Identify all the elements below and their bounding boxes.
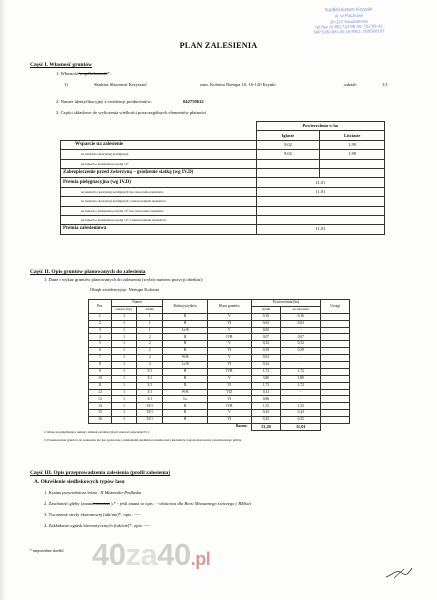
parcel-cell: 55/1	[137, 403, 163, 410]
soil-value: właściwa dla Boru Mieszanego świeżego ( BMśw)	[159, 501, 252, 506]
parcel-cell: 1	[111, 313, 136, 320]
note-3: 3. Przeznaczenie gruntów do zalesienia nie jest sprzeczne z ustaleniami studium uwarunkowań i kierunków zagospodarowania przestrzennego gminy.	[44, 438, 242, 442]
table-row	[61, 225, 385, 234]
parcel-cell: 1	[111, 341, 136, 348]
producer-id-value: 042759632	[183, 99, 204, 104]
stamp-line: Nadleśnictwo Kryzaki	[324, 6, 373, 14]
parcel-cell: IVB	[208, 403, 252, 410]
parcel-cell: 3/1	[137, 389, 163, 396]
parcel-cell	[321, 403, 350, 410]
parcel-cell: R	[163, 417, 208, 424]
header-area: Powierzchnia (ha)	[251, 300, 321, 307]
parcel-cell: 9	[89, 368, 112, 375]
stamp-line: 16-113 Szudzielowo	[329, 18, 369, 24]
row-value: 9,02	[256, 150, 320, 159]
logo-part: 40	[157, 537, 191, 572]
parcel-cell: 13	[89, 396, 112, 403]
owner-name: Skubisz Sławomir Krzysztof	[94, 82, 147, 87]
parcel-cell: 0,39	[251, 348, 281, 355]
row-value	[256, 206, 384, 215]
parcel-cell: 2	[137, 348, 163, 355]
parcel-cell: 55/1	[137, 417, 163, 424]
parcel-cell: -	[281, 389, 321, 396]
total-label: Razem:	[89, 424, 252, 431]
parcel-cell: R	[163, 375, 208, 382]
parcel-cell	[321, 375, 350, 382]
parcel-cell: 1	[111, 382, 136, 389]
parcel-cell: 2	[137, 355, 163, 362]
parcel-cell: 0,39	[281, 348, 321, 355]
parcel-cell: 1,72	[251, 382, 281, 389]
parcel-cell: 1,72	[281, 382, 321, 389]
logo-domain: .pl	[190, 549, 211, 569]
parcel-cell	[321, 327, 350, 334]
co-ownership-struck: /współwłasność	[78, 71, 108, 76]
parcel-cell	[321, 389, 350, 396]
components-label: 3. Części składowe do wyliczenia wielkości poszczególnych elementów płatności	[56, 110, 207, 115]
row-value: 1,99	[320, 140, 385, 149]
coniferous-header: Iglaste	[256, 131, 320, 140]
parcel-cell: R	[163, 341, 208, 348]
header-parcel-area: działki	[251, 306, 281, 313]
parcel-cell: VI	[208, 417, 252, 424]
row-label: na terenach o korzystnej konfiguracji	[61, 150, 257, 159]
parcel-cell: 1	[111, 389, 136, 396]
scan-edge-shadow	[0, 0, 6, 600]
site-watermark-logo	[92, 537, 210, 573]
parcel-cell: 1	[111, 375, 136, 382]
area-column-header: Powierzchnia w ha	[256, 122, 384, 131]
footnote: * niepotrzebne skreślić	[30, 549, 64, 553]
parcel-cell: R	[163, 368, 208, 375]
parcel-cell: 1	[89, 313, 112, 320]
table-row	[61, 168, 385, 177]
parcel-cell: 3/1	[137, 375, 163, 382]
row-label: na stokach o nachyleniu powyżej 12° z zastosowaniem repelentów	[61, 215, 257, 224]
parcel-cell: 0,65	[251, 327, 281, 334]
logo-part: za	[125, 537, 158, 572]
row-value	[256, 197, 384, 206]
parcel-cell: 0,25	[251, 417, 281, 424]
owner-number: 1)	[64, 82, 68, 87]
ecotone-line: 3. Tworzenie strefy ekotonowej (tak/nie)*, opis : ----	[44, 512, 141, 517]
header-afforestation-area: do zalesienia	[281, 306, 321, 313]
parcel-cell	[321, 334, 350, 341]
row-value: 9,02	[256, 140, 320, 149]
parcel-cell: 14	[89, 403, 112, 410]
parcel-cell: V	[208, 313, 252, 320]
parcel-row	[89, 348, 350, 355]
parcel-cell: 0,16	[281, 313, 321, 320]
area-table	[60, 121, 385, 235]
parcel-cell: Ls-R	[163, 327, 208, 334]
header-sheet: arkusza mapy	[111, 306, 136, 313]
parcel-cell	[321, 348, 350, 355]
table-row	[61, 187, 385, 196]
table-row	[61, 178, 385, 187]
parcel-cell: 1	[111, 403, 136, 410]
total-remarks	[321, 424, 350, 431]
total-afforestation-area: 11,01	[281, 424, 321, 431]
parcel-cell: 2	[137, 334, 163, 341]
parcel-cell: 1	[111, 320, 136, 327]
total-parcel-area: 13,20	[251, 424, 281, 431]
parcel-cell: 1	[111, 362, 136, 369]
region-value: II Mazursko-Podlaska	[100, 490, 142, 495]
parcel-cell: 1	[137, 327, 163, 334]
parcel-cell: 1	[111, 368, 136, 375]
parcel-row	[89, 375, 350, 382]
parcel-cell: 1	[111, 410, 136, 417]
soil-rest: ),* - jeśli znana to opis : -	[109, 501, 158, 506]
row-value	[256, 215, 384, 224]
parcel-cell: W-R	[163, 389, 208, 396]
row-label: Premia pielęgnacyjna (wg IV.D)	[61, 178, 257, 187]
parcel-row	[89, 389, 350, 396]
parcel-cell: VIZ	[208, 389, 252, 396]
parcel-cell: 10	[89, 375, 112, 382]
parcel-cell: 1	[111, 355, 136, 362]
parcel-row	[89, 403, 350, 410]
parcel-cell: 7	[89, 355, 112, 362]
row-value	[320, 159, 385, 168]
soil-unknown-struck: /niemana	[93, 501, 110, 506]
parcel-cell	[321, 320, 350, 327]
parcel-row	[89, 382, 350, 389]
parcel-cell: 0,16	[251, 313, 281, 320]
parcel-cell: 0,86	[251, 396, 281, 403]
parcel-cell: 0,32	[281, 341, 321, 348]
parcel-cell: 0,43	[251, 410, 281, 417]
parcel-cell: V	[208, 410, 252, 417]
parcel-cell: 1	[137, 313, 163, 320]
parcel-cell: V	[208, 375, 252, 382]
office-stamp	[295, 7, 403, 35]
table-row	[61, 206, 385, 215]
logo-part: 40	[92, 537, 126, 572]
parcel-cell: 1,52	[281, 403, 321, 410]
parcel-row	[89, 410, 350, 417]
table-row	[61, 215, 385, 224]
row-label: Wsparcie na zalesienie	[61, 140, 257, 149]
signature	[384, 566, 414, 580]
deciduous-header: Liściaste	[320, 131, 385, 140]
parcel-cell: R	[163, 313, 208, 320]
header-remarks: Uwagi	[321, 300, 350, 314]
parcel-cell: 3/1	[137, 368, 163, 375]
parcel-cell: V	[208, 341, 252, 348]
parcel-cell: -	[281, 362, 321, 369]
section-1-heading: Część I. Własność gruntów	[30, 62, 92, 68]
parcel-cell: 12	[89, 389, 112, 396]
parcel-cell: R	[163, 382, 208, 389]
section-3-heading: Część III. Opis przeprowadzenia zalesienia (profil zalesienia)	[30, 470, 171, 476]
stamp-line: ul. w Pocztowy	[334, 13, 364, 19]
parcel-cell: 0,63	[281, 320, 321, 327]
share-value: 1/1	[382, 82, 388, 87]
share-label: , udział:	[342, 82, 357, 87]
parcel-row	[89, 355, 350, 362]
parcel-cell	[321, 313, 350, 320]
parcel-cell: 4	[89, 334, 112, 341]
parcel-cell: 2	[89, 320, 112, 327]
parcel-cell: Ls-R	[163, 362, 208, 369]
parcel-row	[89, 362, 350, 369]
parcel-cell	[321, 382, 350, 389]
region-line	[44, 490, 141, 495]
header-parcel: działki	[137, 306, 163, 313]
header-soil-class: Klasa gruntów	[208, 300, 252, 314]
parcel-cell	[321, 368, 350, 375]
parcel-cell: R	[163, 410, 208, 417]
row-value	[256, 159, 320, 168]
header-land-type: Rodzaj użytków	[163, 300, 208, 314]
parcel-cell: 0,31	[251, 389, 281, 396]
parcel-cell: 3	[89, 327, 112, 334]
parcel-cell: VI	[208, 396, 252, 403]
section-2-item-1: 1. Dane i wykaz gruntów planowanych do zalesienia (wybór numeru pozycji obiektu):	[44, 277, 203, 282]
parcel-cell: 15	[89, 410, 112, 417]
table-row	[61, 159, 385, 168]
owner-address: zam. Kolonia Nietupa 10, 16-120 Krynki	[200, 82, 276, 87]
parcel-cell: 5	[89, 341, 112, 348]
parcel-cell: R	[163, 348, 208, 355]
row-value: 11,01	[256, 178, 384, 187]
parcel-cell: R	[163, 334, 208, 341]
parcel-cell: 3/1	[137, 396, 163, 403]
ownership-label: Własność	[60, 71, 79, 76]
section-2-heading: Część II. Opis gruntów planowanych do zalesienia	[30, 269, 146, 275]
parcel-cell: IVB	[208, 368, 252, 375]
soil-line	[44, 501, 251, 506]
stamp-line: NIP 545-000-26-16 REG. 050508197	[313, 28, 385, 35]
parcel-cell: 0,32	[251, 341, 281, 348]
parcel-cell: 1,52	[251, 403, 281, 410]
parcel-cell: 0,32	[251, 362, 281, 369]
parcel-cell: 3,80	[251, 375, 281, 382]
soil-known: znana	[82, 501, 93, 506]
biocenotic-line: 4. Zakładanie ognisk bioenotycznych (tak/nie)*, opis: ----	[44, 523, 151, 528]
header-number: Numer	[111, 300, 163, 307]
row-label: na stokach o nachyleniu powyżej 12° bez stosowania repelentów	[61, 206, 257, 215]
stamp-line: tel./fax (0-85) 722 98 40, 722 98 41	[315, 23, 383, 30]
parcel-row	[89, 368, 350, 375]
parcel-row	[89, 313, 350, 320]
parcel-cell: R	[163, 320, 208, 327]
parcel-cell	[321, 410, 350, 417]
parcel-cell: IVB	[208, 334, 252, 341]
parcel-cell: 0,43	[281, 410, 321, 417]
section-3a-heading: A. Określenie siedliskowych typów lasu	[34, 479, 125, 485]
parcel-cell: 55/1	[137, 410, 163, 417]
parcel-row	[89, 396, 350, 403]
parcel-cell: 3/1	[137, 382, 163, 389]
note-2: 2. Mapa uwzględniająca numery działek ewidencyjnych stanowi załącznik Nr 1.	[44, 430, 151, 434]
producer-id-label: 2. Numer identyfikacyjny z ewidencji producentów:	[56, 99, 152, 104]
parcel-cell: 1,72	[251, 368, 281, 375]
parcel-cell	[321, 362, 350, 369]
parcel-cell: Ls	[163, 396, 208, 403]
parcel-cell: 2	[137, 362, 163, 369]
region-label: 1. Kraina przyrodnicza leśna :	[44, 490, 100, 495]
parcel-cell: VI	[208, 348, 252, 355]
table-row	[61, 197, 385, 206]
precinct-label: Obręb ewidencyjny: Nietupa Kolonia	[90, 287, 160, 292]
ownership-mark: *:	[107, 71, 112, 76]
soil-label: 2. Zasobność gleby (	[44, 501, 83, 506]
parcel-cell	[321, 341, 350, 348]
parcel-cell: 0,07	[251, 334, 281, 341]
parcel-cell: VI	[208, 320, 252, 327]
parcel-cell: VI	[208, 382, 252, 389]
parcel-cell: V	[208, 327, 252, 334]
parcel-cell: 1	[137, 320, 163, 327]
row-value: 1,99	[320, 150, 385, 159]
document-title: PLAN ZALESIENIA	[179, 41, 258, 50]
parcel-row	[89, 334, 350, 341]
table-row	[61, 140, 385, 149]
row-label: na terenach o korzystnej konfiguracji bez stosowania repelentów	[61, 187, 257, 196]
row-label: Premia zalesieniowa	[61, 225, 257, 234]
row-value: 11,01	[256, 225, 384, 234]
parcel-cell: VI	[208, 362, 252, 369]
parcel-cell: 0,03	[251, 355, 281, 362]
parcel-cell: V	[208, 355, 252, 362]
parcel-cell	[321, 417, 350, 424]
parcel-cell: 1	[111, 417, 136, 424]
parcel-row	[89, 417, 350, 424]
item-number: 1.	[56, 71, 60, 76]
parcel-cell: 1	[111, 327, 136, 334]
parcel-row	[89, 327, 350, 334]
parcel-cell: 0,25	[281, 417, 321, 424]
parcel-cell: -	[281, 355, 321, 362]
parcel-row	[89, 341, 350, 348]
parcel-cell: 0,07	[281, 334, 321, 341]
parcel-cell: 1	[111, 396, 136, 403]
parcel-cell: 2	[137, 341, 163, 348]
ownership-line	[56, 71, 111, 76]
row-label: na terenach o korzystnej konfiguracji z zastosowaniem repelentów	[61, 197, 257, 206]
parcel-cell: R	[163, 403, 208, 410]
row-value	[256, 168, 320, 177]
parcel-cell	[321, 355, 350, 362]
parcel-cell: 1,72	[281, 368, 321, 375]
row-label: na stokach o nachyleniu powyżej 12°	[61, 159, 257, 168]
parcel-cell: 11	[89, 382, 112, 389]
row-label: Zabezpieczenie przed zwierzyną – grodzenie siatką (wg IV.D)	[61, 168, 257, 177]
parcel-cell: 6	[89, 348, 112, 355]
parcel-cell: 8	[89, 362, 112, 369]
parcel-table	[88, 299, 350, 431]
header-pos: Poz.	[89, 300, 112, 314]
parcel-cell: 0,63	[251, 320, 281, 327]
table-row	[61, 150, 385, 159]
parcel-cell: 16	[89, 417, 112, 424]
parcel-row	[89, 320, 350, 327]
row-value: 11,01	[256, 187, 384, 196]
parcel-cell: 3,80	[281, 375, 321, 382]
parcel-cell: 1	[111, 348, 136, 355]
row-value	[320, 168, 385, 177]
parcel-cell	[321, 396, 350, 403]
parcel-cell: -	[281, 396, 321, 403]
parcel-cell: 1	[111, 334, 136, 341]
parcel-cell: -	[281, 327, 321, 334]
parcel-cell: W-R	[163, 355, 208, 362]
